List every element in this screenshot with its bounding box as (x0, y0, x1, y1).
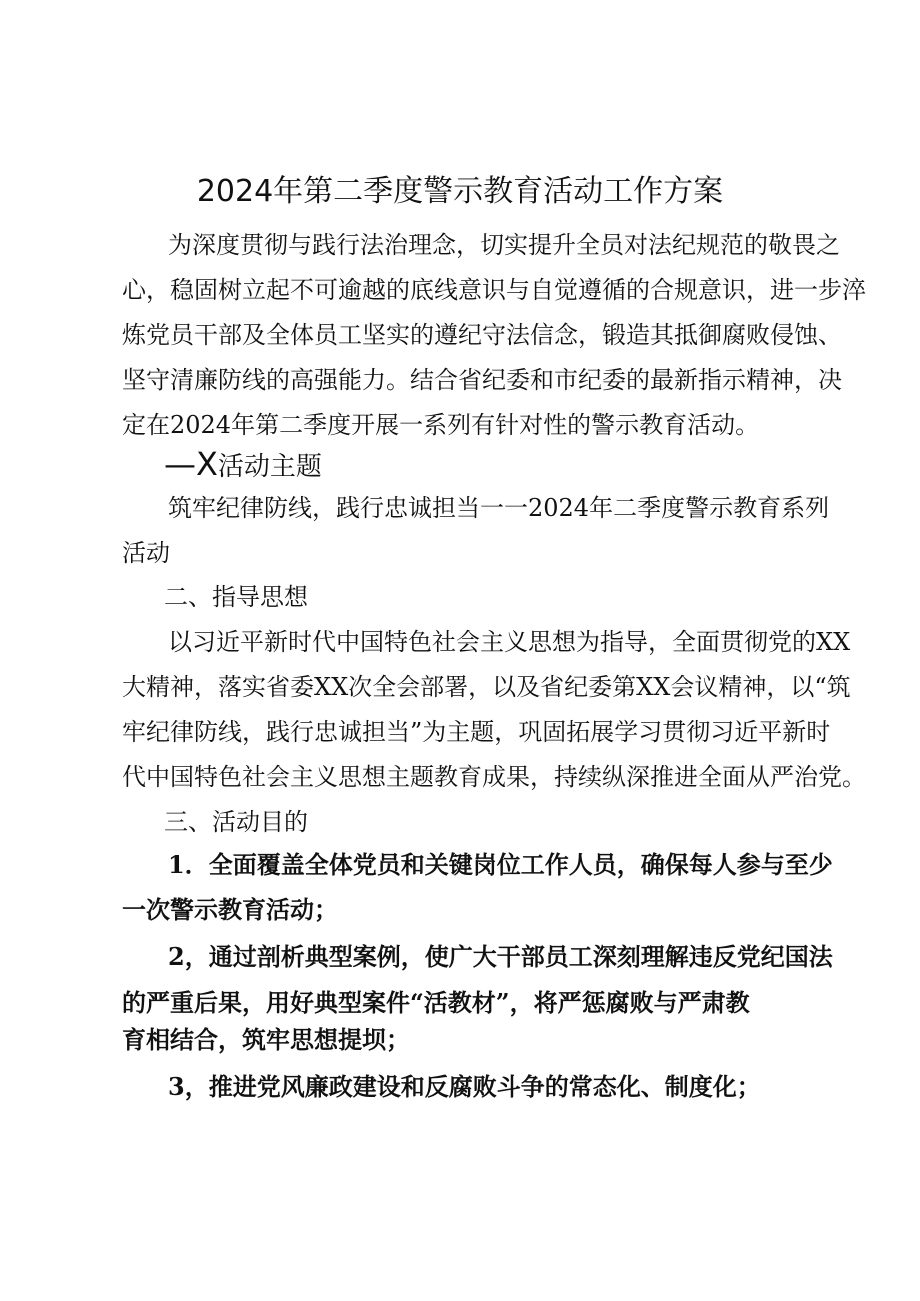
section3-item2-line-3: 育相结合，筑牢思想提坝； (122, 1025, 410, 1054)
section1-line-2: 活动 (122, 539, 170, 567)
section3-item2-line-1: 2，通过剖析典型案例，使广大干部员工深刻理解违反党纪国法 (168, 942, 833, 971)
intro-line-1: 为深度贯彻与践行法治理念，切实提升全员对法纪规范的敬畏之 (168, 231, 840, 259)
section1-title: 活动主题 (217, 452, 322, 482)
document-title: 2024年第二季度警示教育活动工作方案 (196, 174, 724, 209)
section2-heading: 二、指导思想 (164, 583, 308, 611)
section1-number: —X (164, 445, 218, 483)
section2-line-4: 代中国特色社会主义思想主题教育成果，持续纵深推进全面从严治党。 (122, 763, 866, 791)
section1-line-1: 筑牢纪律防线，践行忠诚担当一一2024年二季度警示教育系列 (168, 494, 830, 522)
section1-heading (164, 447, 322, 484)
intro-line-4: 坚守清廉防线的高强能力。结合省纪委和市纪委的最新指示精神，决 (122, 366, 842, 394)
section2-line-3: 牢纪律防线，践行忠诚担当”为主题，巩固拓展学习贯彻习近平新时 (122, 718, 831, 746)
intro-line-5: 定在2024年第二季度开展一系列有针对性的警示教育活动。 (122, 411, 760, 439)
section2-line-2: 大精神，落实省委XX次全会部署，以及省纪委第XX会议精神，以“筑 (122, 673, 851, 701)
intro-line-3: 炼党员干部及全体员工坚实的遵纪守法信念，锻造其抵御腐败侵蚀、 (122, 321, 842, 349)
intro-line-2: 心，稳固树立起不可逾越的底线意识与自觉遵循的合规意识，进一步淬 (122, 276, 866, 304)
section3-item1-line-1: 1．全面覆盖全体党员和关键岗位工作人员，确保每人参与至少 (168, 850, 833, 879)
section3-heading: 三、活动目的 (164, 808, 308, 836)
section3-item3-line-1: 3，推进党风廉政建设和反腐败斗争的常态化、制度化； (168, 1072, 761, 1101)
section2-line-1: 以习近平新时代中国特色社会主义思想为指导，全面贯彻党的XX (168, 628, 851, 656)
section3-item1-line-2: 一次警示教育活动； (122, 895, 338, 924)
section3-item2-line-2: 的严重后果，用好典型案件“活教材”，将严惩腐败与严肃教 (122, 988, 750, 1017)
